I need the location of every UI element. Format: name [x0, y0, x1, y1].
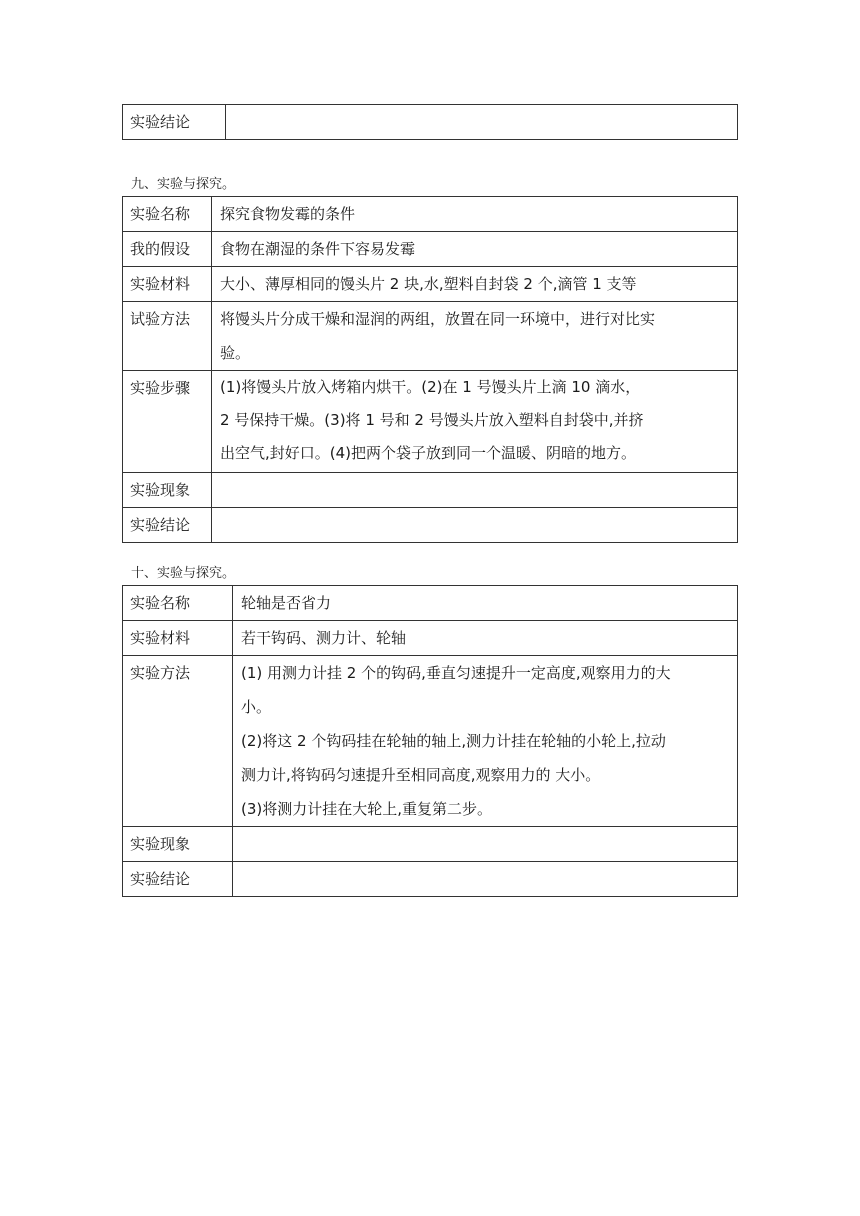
experiment-name-value: 轮轴是否省力 [233, 586, 738, 621]
row-label: 实验名称 [123, 586, 233, 621]
steps-value [212, 371, 738, 473]
text-line: (1) 用测力计挂 2 个的钩码,垂直匀速提升一定高度,观察用力的大 [241, 664, 671, 682]
text-line: (3)将测力计挂在大轮上,重复第二步。 [241, 800, 493, 818]
table-row [123, 232, 738, 267]
method-value [212, 302, 738, 371]
materials-value: 大小、薄厚相同的馒头片 2 块,水,塑料自封袋 2 个,滴管 1 支等 [212, 267, 738, 302]
section-10-heading: 十、实验与探究。 [131, 566, 236, 581]
row-label: 实验名称 [123, 197, 212, 232]
conclusion-value [233, 862, 738, 897]
row-label: 实验材料 [123, 267, 212, 302]
text-line: (1)将馒头片放入烤箱内烘干。(2)在 1 号馒头片上滴 10 滴水， [220, 378, 641, 396]
text-line: 验。 [220, 344, 251, 362]
phenomenon-value [233, 827, 738, 862]
table-row [123, 656, 738, 827]
row-label: 实验结论 [123, 862, 233, 897]
section-9-table [122, 196, 738, 543]
row-label: 实验结论 [123, 105, 226, 140]
table-row [123, 508, 738, 543]
section-9-heading: 九、实验与探究。 [131, 177, 236, 192]
table-row [123, 302, 738, 371]
phenomenon-value [212, 473, 738, 508]
row-label: 实验结论 [123, 508, 212, 543]
row-label: 实验现象 [123, 827, 233, 862]
text-line: 将馒头片分成干燥和湿润的两组，放置在同一环境中，进行对比实 [220, 310, 656, 328]
table-row [123, 586, 738, 621]
experiment-name-value: 探究食物发霉的条件 [212, 197, 738, 232]
table-row [123, 473, 738, 508]
table-row [123, 105, 738, 140]
text-line: 2 号保持干燥。(3)将 1 号和 2 号馒头片放入塑料自封袋中,并挤 [220, 411, 644, 429]
table-row [123, 371, 738, 473]
hypothesis-value: 食物在潮湿的条件下容易发霉 [212, 232, 738, 267]
table-row [123, 862, 738, 897]
table-row [123, 267, 738, 302]
row-label: 我的假设 [123, 232, 212, 267]
row-label: 实验材料 [123, 621, 233, 656]
row-label: 实验步骤 [123, 371, 212, 473]
table-row [123, 621, 738, 656]
section-10-table [122, 585, 738, 897]
row-label: 试验方法 [123, 302, 212, 371]
text-line: 出空气,封好口。(4)把两个袋子放到同一个温暖、阴暗的地方。 [220, 444, 637, 462]
conclusion-value [212, 508, 738, 543]
table-row [123, 827, 738, 862]
text-line: 小。 [241, 698, 272, 716]
row-label: 实验现象 [123, 473, 212, 508]
top-table [122, 104, 738, 140]
materials-value: 若干钩码、测力计、轮轴 [233, 621, 738, 656]
text-line: 测力计,将钩码匀速提升至相同高度,观察用力的 大小。 [241, 766, 601, 784]
text-line: (2)将这 2 个钩码挂在轮轴的轴上,测力计挂在轮轴的小轮上,拉动 [241, 732, 666, 750]
conclusion-cell [226, 105, 738, 140]
row-label: 实验方法 [123, 656, 233, 827]
table-row [123, 197, 738, 232]
method-value [233, 656, 738, 827]
